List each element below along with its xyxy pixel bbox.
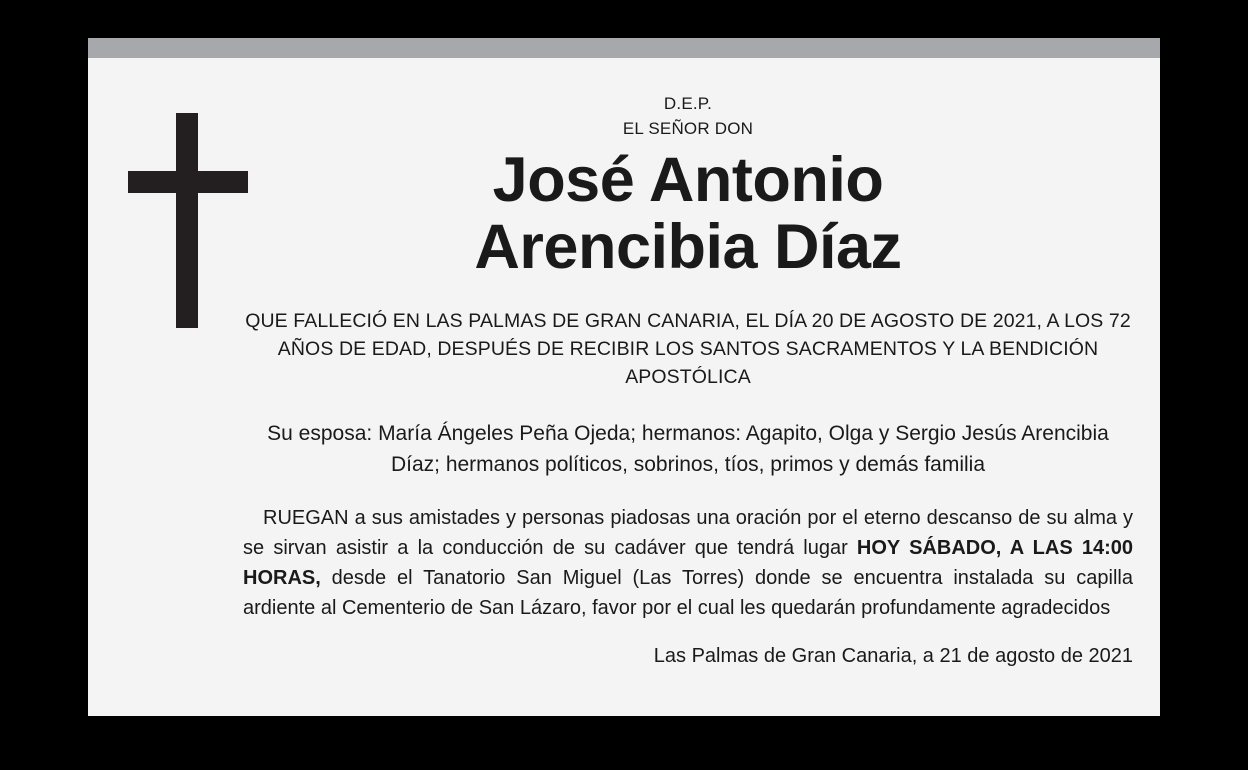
cross-horizontal-bar — [128, 171, 248, 193]
top-gray-band — [88, 38, 1160, 58]
obituary-notice — [88, 38, 1160, 716]
request-text-part-1: RUEGAN a sus amistades y personas piadosas una oración por el eterno descanso de su alma y se sirvan asistir a la conducción de su cadáver que tendrá lugar — [243, 506, 1133, 559]
dep-label: D.E.P. — [663, 94, 713, 113]
deceased-name-line-2: Arencibia Díaz — [474, 212, 902, 283]
request-text-part-2: desde el Tanatorio San Miguel (Las Torres) donde se encuentra instalada su capilla ardiente al Cementerio de San Lázaro, favor por el cual les quedarán profundamente agradecidos — [243, 566, 1133, 619]
obituary-content — [243, 92, 1133, 671]
cross-vertical-bar — [176, 113, 198, 328]
funeral-request-text — [243, 503, 1133, 623]
obituary-card-body — [88, 58, 1160, 716]
cross-icon — [128, 113, 248, 328]
family-members-text: Su esposa: María Ángeles Peña Ojeda; hermanos: Agapito, Olga y Sergio Jesús Arencibia Díaz; hermanos políticos, sobrinos, tíos, primos y demás familia — [267, 421, 1109, 477]
deceased-name-line-1: José Antonio — [492, 145, 884, 216]
deceased-name — [243, 147, 1133, 281]
funeral-time-highlight: HOY SÁBADO, A LAS 14:00 HORAS, — [243, 536, 1133, 589]
honorific-label: EL SEÑOR DON — [622, 118, 754, 138]
death-details-text: QUE FALLECIÓ EN LAS PALMAS DE GRAN CANARIA, EL DÍA 20 DE AGOSTO DE 2021, A LOS 72 AÑOS DE EDAD, DESPUÉS DE RECIBIR LOS SANTOS SACRAMENTOS Y LA BENDICIÓN APOSTÓLICA — [245, 309, 1131, 389]
place-and-date: Las Palmas de Gran Canaria, a 21 de agosto de 2021 — [653, 644, 1133, 667]
